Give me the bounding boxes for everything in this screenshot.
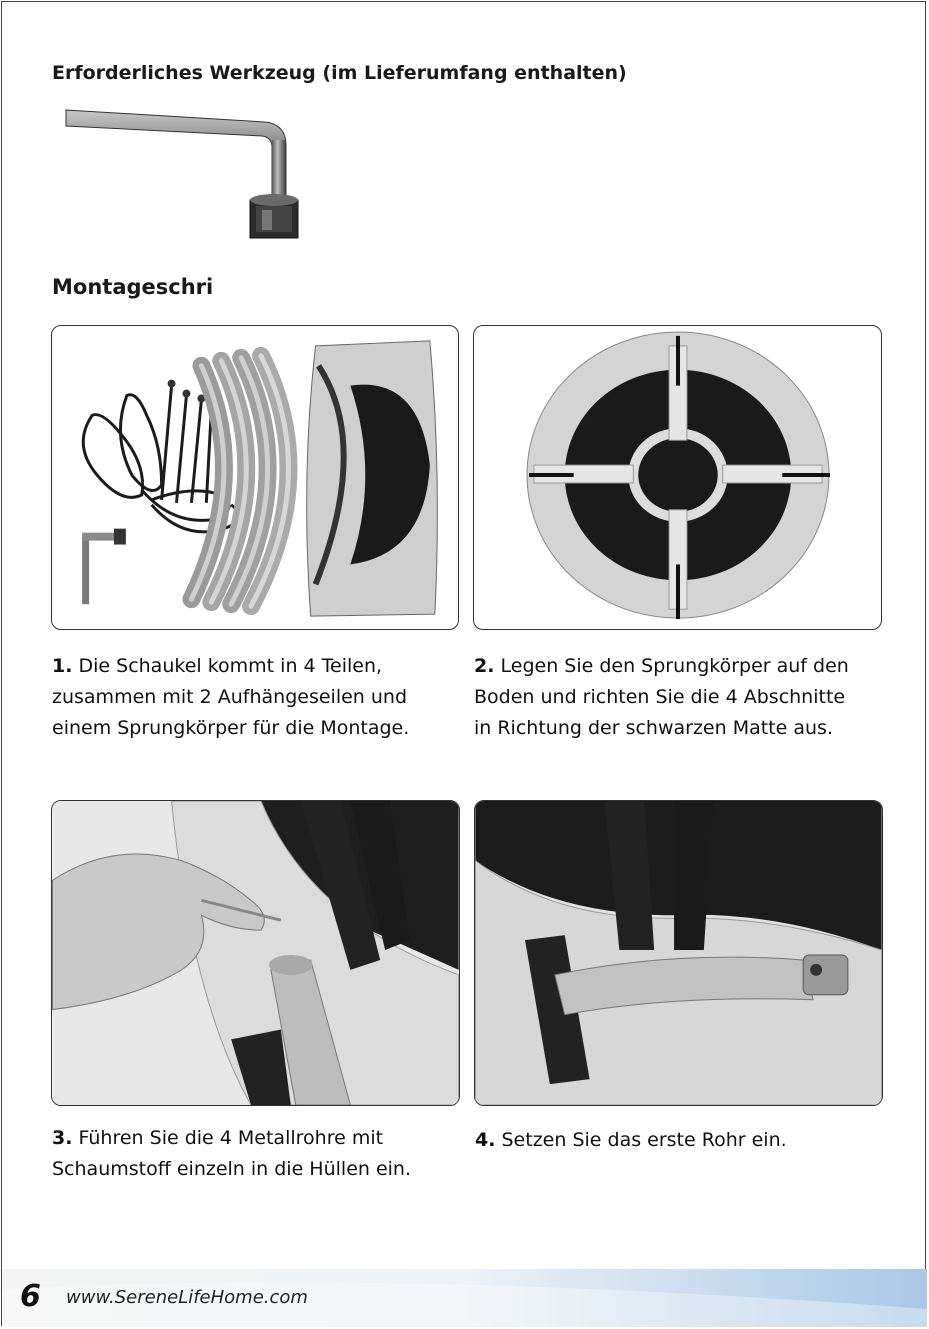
page-number: 6 [20,1279,41,1314]
steps-heading: Montageschri [52,275,214,299]
step-1-image [51,325,459,630]
tool-heading: Erforderliches Werkzeug (im Lieferumfang enthalten) [52,62,627,84]
folded-seat-illustration [307,341,438,616]
step-2-image [473,325,882,630]
foam-tubes-illustration [191,356,288,606]
step-4-image [474,800,883,1106]
step-3-image [51,800,460,1106]
website-link[interactable]: www.SereneLifeHome.com [66,1287,308,1308]
step-4-caption: 4. Setzen Sie das erste Rohr ein. [475,1129,787,1151]
step-1-caption: 1. Die Schaukel kommt in 4 Teilen, zusammen mit 2 Aufhängeseilen und einem Sprungkörper für die Montage. [52,655,410,739]
footer [2,1269,927,1327]
l-socket-wrench-icon [60,100,310,245]
step-3-caption: 3. Führen Sie die 4 Metallrohre mit Schaumstoff einzeln in die Hüllen ein. [52,1127,412,1180]
small-wrench-icon [82,529,126,605]
step-2-caption: 2. Legen Sie den Sprungkörper auf den Boden und richten Sie die 4 Abschnitte in Richtung der schwarzen Matte aus. [474,655,849,739]
